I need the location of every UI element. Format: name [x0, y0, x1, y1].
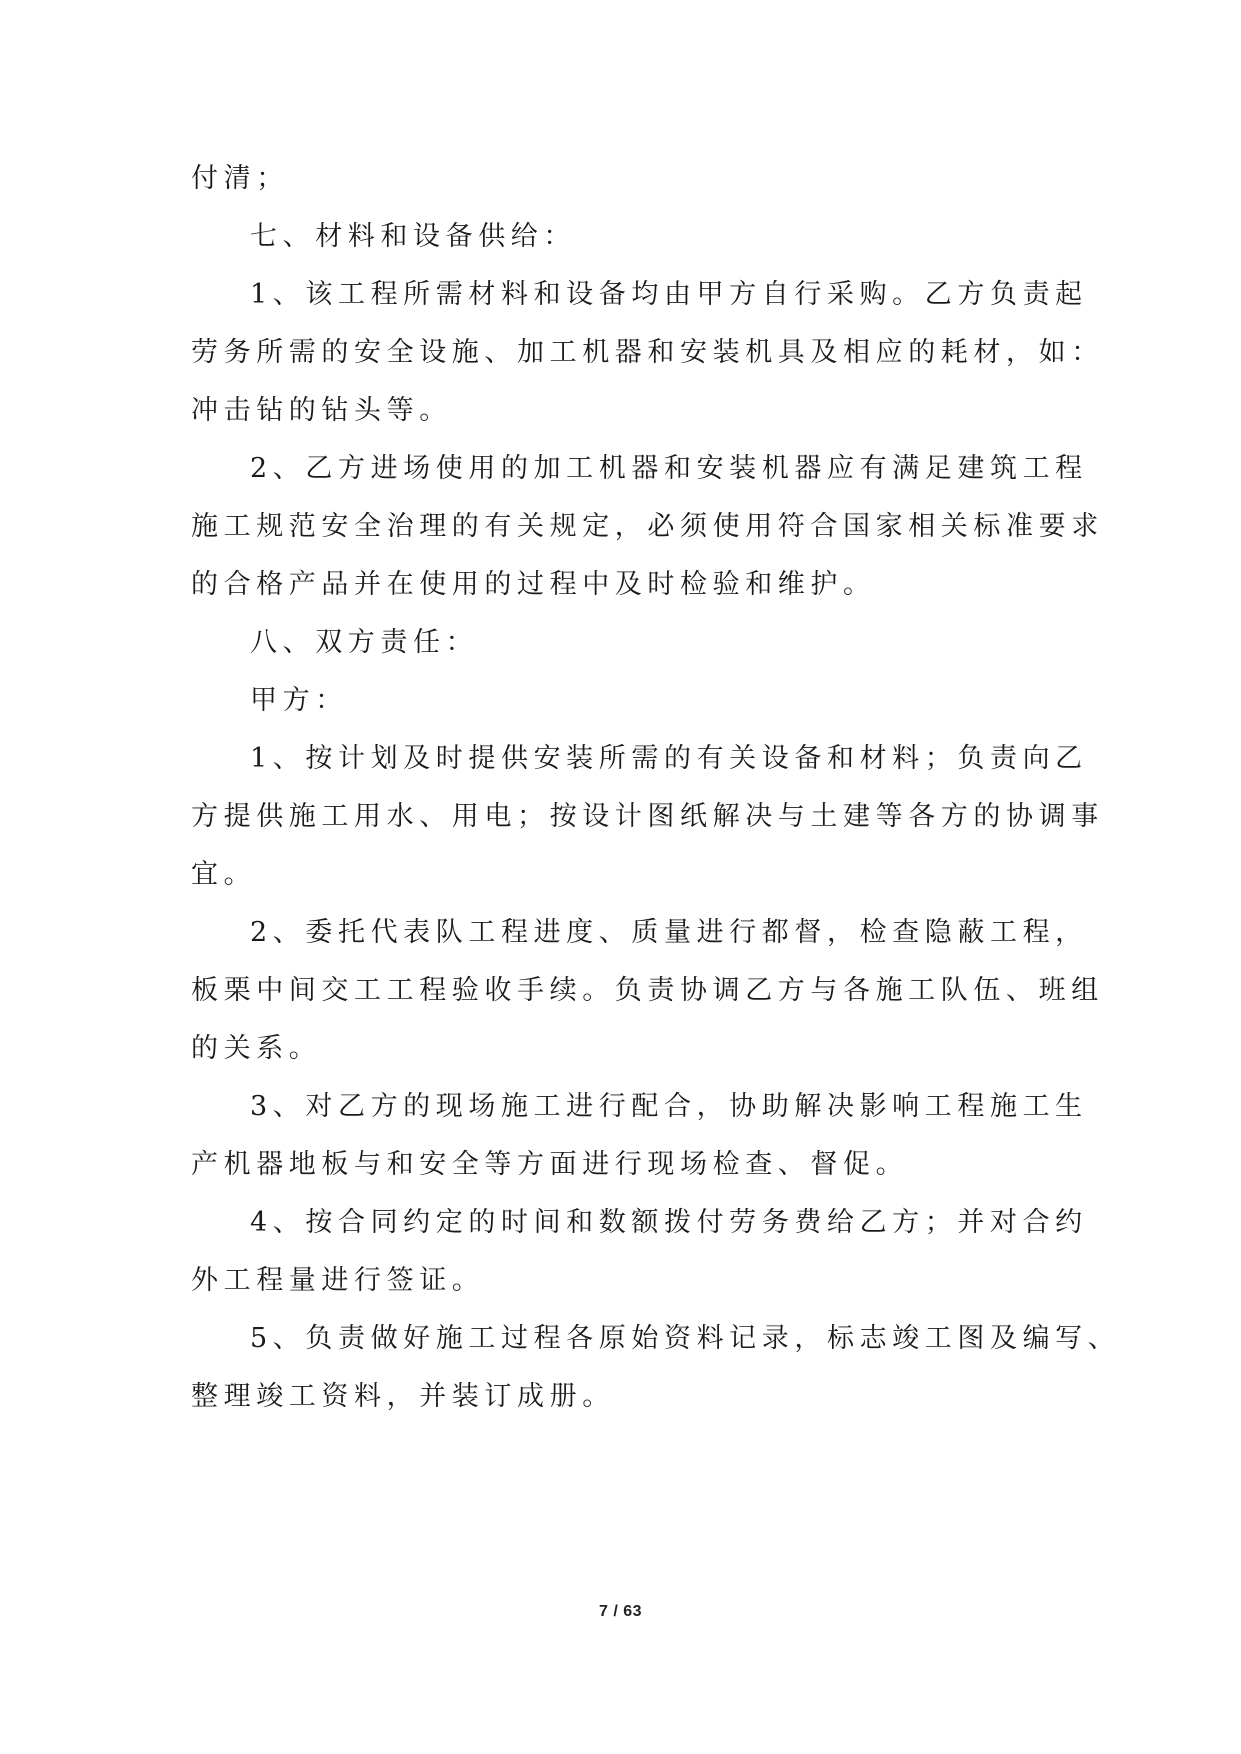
page-number: 7 / 63: [598, 1603, 643, 1620]
text-line: 冲击钻的钻头等。: [191, 395, 452, 426]
text-line: 付清；: [191, 163, 289, 194]
text-line: 宜。: [191, 859, 257, 890]
text-line: 外工程量进行签证。: [191, 1265, 485, 1296]
text-line: 产机器地板与和安全等方面进行现场检查、督促。: [191, 1149, 909, 1180]
text-line: 1、按计划及时提供安装所需的有关设备和材料；负责向乙: [250, 743, 1088, 774]
subheading: 甲方：: [250, 685, 348, 716]
text-line: 2、委托代表队工程进度、质量进行都督，检查隐蔽工程，: [250, 917, 1088, 948]
text-line: 整理竣工资料，并装订成册。: [191, 1381, 615, 1412]
text-line: 施工规范安全治理的有关规定，必须使用符合国家相关标准要求: [191, 511, 1104, 542]
section-heading: 八、双方责任：: [250, 627, 479, 658]
text-line: 方提供施工用水、用电；按设计图纸解决与土建等各方的协调事: [191, 801, 1104, 832]
section-heading: 七、材料和设备供给：: [250, 221, 576, 252]
text-line: 4、按合同约定的时间和数额拨付劳务费给乙方；并对合约: [250, 1207, 1088, 1238]
text-line: 的合格产品并在使用的过程中及时检验和维护。: [191, 569, 876, 600]
text-line: 2、乙方进场使用的加工机器和安装机器应有满足建筑工程: [250, 453, 1088, 484]
text-line: 劳务所需的安全设施、加工机器和安装机具及相应的耗材，如：: [191, 337, 1104, 368]
text-line: 的关系。: [191, 1033, 322, 1064]
text-line: 3、对乙方的现场施工进行配合，协助解决影响工程施工生: [250, 1091, 1088, 1122]
text-line: 1、该工程所需材料和设备均由甲方自行采购。乙方负责起: [250, 279, 1088, 310]
text-line: 5、负责做好施工过程各原始资料记录，标志竣工图及编写、: [250, 1323, 1121, 1354]
text-line: 板栗中间交工工程验收手续。负责协调乙方与各施工队伍、班组: [191, 975, 1104, 1006]
